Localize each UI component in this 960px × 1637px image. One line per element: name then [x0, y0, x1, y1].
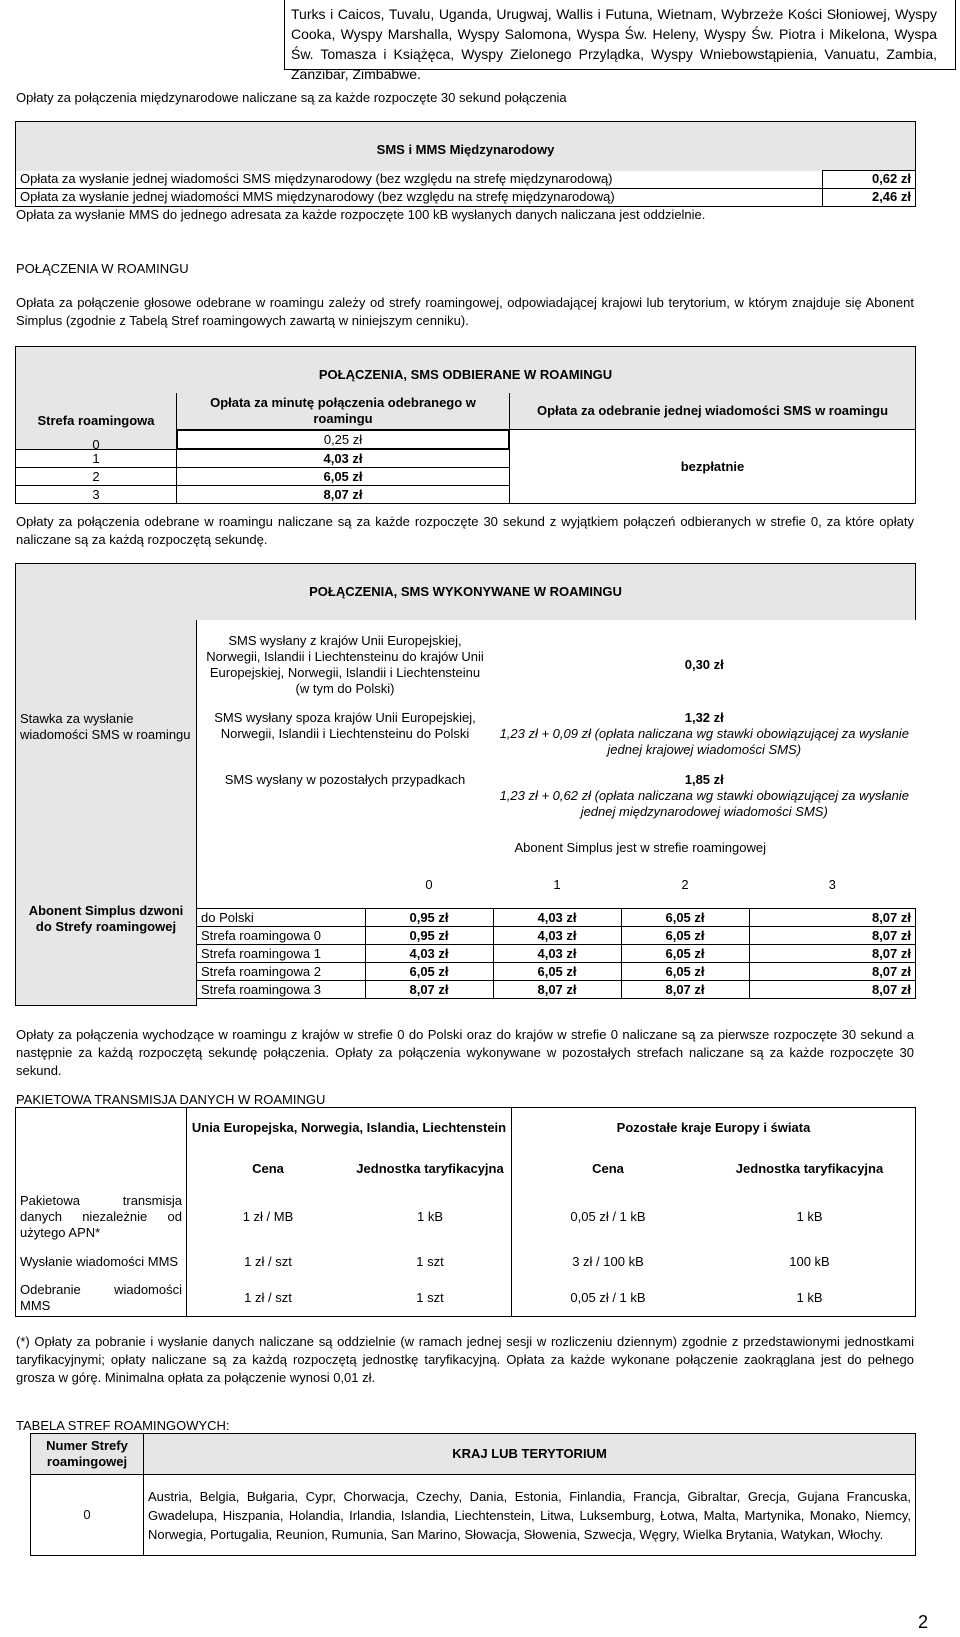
data-group1: Unia Europejska, Norwegia, Islandia, Liechtenstein	[187, 1108, 512, 1149]
data-unit: 1 kB	[796, 1290, 823, 1305]
received-col1: Strefa roamingowa	[16, 393, 177, 450]
call-price: 6,05 zł	[493, 963, 621, 981]
data-table	[15, 1107, 916, 1317]
call-dest: Strefa roamingowa 0	[197, 927, 366, 945]
outgoing-sms-desc: SMS wysłany spoza krajów Unii Europejskiej, Norwegii, Islandii i Liechtensteinu do Polski	[214, 710, 476, 741]
call-price: 8,07 zł	[365, 981, 493, 999]
zones-table	[30, 1433, 916, 1556]
top-countries-text: Turks i Caicos, Tuvalu, Uganda, Urugwaj, Wallis i Futuna, Wietnam, Wybrzeże Kości Słoniowej, Wyspy Cooka, Wyspy Marshalla, Wyspy Salomona, Wyspa Św. Heleny, Wyspy Św. Piotra i Mikelona, Wyspa Św. Tomasza i Książęca, Wyspy Zielonego Przylądka, Wyspy Wniebowstąpienia, Vanuatu, Zambia, Zanzibar, Zimbabwe.	[291, 6, 937, 82]
data-unit: 1 kB	[349, 1190, 512, 1244]
outgoing-calls-label: Abonent Simplus dzwoni do Strefy roamingowej	[16, 834, 197, 1005]
outgoing-sms-cell	[493, 772, 916, 834]
roaming-intro: Opłata za połączenie głosowe odebrane w roamingu zależy od strefy roamingowej, odpowiadającej krajowi lub terytorium, w którym znajduje się Abonent Simplus (zgodnie z Tabelą Stref roamingowych zawartą w niniejszym cenniku).	[16, 295, 914, 328]
data-unit: 1 kB	[796, 1209, 823, 1224]
zone-col-3: 3	[828, 877, 836, 892]
received-zone: 0	[92, 437, 100, 452]
zones-col1: Numer Strefy roamingowej	[31, 1434, 144, 1475]
data-price: 1 zł / szt	[244, 1254, 292, 1269]
outgoing-sms-label: Stawka za wysłanie wiadomości SMS w roamingu	[16, 620, 197, 834]
mms-note: Opłata za wysłanie MMS do jednego adresata za każde rozpoczęte 100 kB wysłanych danych naliczana jest oddzielnie.	[16, 207, 706, 222]
data-row-label: Odebranie wiadomości MMS	[16, 1280, 187, 1317]
call-price: 4,03 zł	[493, 909, 621, 927]
data-unit: 100 kB	[789, 1254, 830, 1269]
call-price: 8,07 zł	[493, 981, 621, 999]
zones-zone: 0	[31, 1475, 144, 1556]
call-dest: Strefa roamingowa 1	[197, 945, 366, 963]
sms-intl-label: Opłata za wysłanie jednej wiadomości SMS międzynarodowy (bez względu na strefę międzynarodową)	[16, 171, 823, 189]
data-row-label: Pakietowa transmisja danych niezależnie od użytego APN*	[16, 1190, 187, 1244]
call-dest: Strefa roamingowa 2	[197, 963, 366, 981]
call-dest: do Polski	[197, 909, 366, 927]
data-price-hdr: Cena	[592, 1161, 624, 1176]
zone-col-2: 2	[681, 877, 689, 892]
call-price: 8,07 zł	[749, 981, 916, 999]
data-heading: PAKIETOWA TRANSMISJA DANYCH W ROAMINGU	[16, 1092, 326, 1107]
call-price: 8,07 zł	[749, 963, 916, 981]
call-price: 6,05 zł	[621, 945, 749, 963]
outgoing-sms-price: 1,85 zł	[684, 772, 724, 787]
received-col3: Opłata za odebranie jednej wiadomości SMS w roamingu	[510, 393, 916, 430]
received-sms-price: bezpłatnie	[510, 430, 916, 504]
data-note: (*) Opłaty za pobranie i wysłanie danych naliczane są oddzielnie (w ramach jednej sesji w rozliczeniu dziennym) zgodnie z przedstawionymi jednostkami taryfikacyjnymi; opłaty naliczane są za każdą rozpoczętą jednostkę taryfikacyjną. Opłata za każde wykonane połączenie zaokrąglana jest do pełnego grosza w górę. Minimalna opłata za połączenie wynosi 0,01 zł.	[16, 1334, 914, 1385]
call-price: 8,07 zł	[749, 945, 916, 963]
zone-col-0: 0	[425, 877, 433, 892]
call-price: 6,05 zł	[621, 909, 749, 927]
outgoing-sms-desc: SMS wysłany z krajów Unii Europejskiej, Norwegii, Islandii i Liechtensteinu do krajów Unii Europejskiej, Norwegii, Islandii i Liechtensteinu (w tym do Polski)	[206, 633, 484, 696]
call-price: 4,03 zł	[493, 945, 621, 963]
received-price: 0,25 zł	[178, 431, 509, 449]
page-number: 2	[918, 1612, 929, 1632]
call-price: 0,95 zł	[365, 927, 493, 945]
outgoing-sms-desc: SMS wysłany w pozostałych przypadkach	[224, 772, 466, 787]
outgoing-note: Opłaty za połączenia wychodzące w roamingu z krajów w strefie 0 do Polski oraz do krajów w strefie 0 naliczane są za pierwsze rozpoczęte 30 sekund a następnie za każdą rozpoczętą sekundę połączenia. Opłaty za połączenia wykonywane w pozostałych strefach naliczane są za każde rozpoczęte 30 sekund.	[16, 1027, 914, 1078]
intl-note: Opłaty za połączenia międzynarodowe naliczane są za każde rozpoczęte 30 sekund połączenia	[16, 90, 567, 105]
data-price: 3 zł / 100 kB	[572, 1254, 644, 1269]
outgoing-sms-price: 1,32 zł	[684, 710, 724, 725]
zones-countries: Austria, Belgia, Bułgaria, Cypr, Chorwacja, Czechy, Dania, Estonia, Finlandia, Francja, Gibraltar, Grecja, Gujana Francuska, Gwadelupa, Hiszpania, Holandia, Irlandia, Islandia, Liechtenstein, Litwa, Luksemburg, Łotwa, Malta, Martynika, Monako, Niemcy, Norwegia, Portugalia, Reunion, Rumunia, San Marino, Słowacja, Słowenia, Szwecja, Węgry, Wielka Brytania, Watykan, Włochy.	[144, 1475, 916, 1556]
zone-col-1: 1	[553, 877, 561, 892]
data-price-hdr: Cena	[252, 1161, 284, 1176]
received-col2: Opłata za minutę połączenia odebranego w roamingu	[177, 393, 510, 430]
zones-col2: KRAJ LUB TERYTORIUM	[144, 1434, 916, 1475]
call-price: 6,05 zł	[365, 963, 493, 981]
outgoing-title: POŁĄCZENIA, SMS WYKONYWANE W ROAMINGU	[16, 564, 916, 621]
outgoing-table	[15, 563, 916, 1006]
data-group2: Pozostałe kraje Europy i świata	[616, 1120, 811, 1135]
sms-intl-title: SMS i MMS Międzynarodowy	[16, 122, 916, 171]
call-price: 4,03 zł	[493, 927, 621, 945]
outgoing-sms-cell	[493, 710, 916, 772]
received-table	[15, 346, 916, 504]
received-price: 8,07 zł	[177, 486, 510, 504]
top-countries-box	[284, 0, 956, 82]
call-price: 0,95 zł	[365, 909, 493, 927]
outgoing-sms-note: 1,23 zł + 0,62 zł (opłata naliczana wg stawki obowiązującej za wysłanie jednej międzynarodowej wiadomości SMS)	[499, 788, 909, 819]
data-price: 0,05 zł / 1 kB	[570, 1290, 646, 1305]
received-note: Opłaty za połączenia odebrane w roamingu naliczane są za każde rozpoczęte 30 sekund z wyjątkiem połączeń odbieranych w strefie 0, za które opłaty naliczane są za każdą rozpoczętą sekundę.	[16, 514, 914, 547]
roaming-heading: POŁĄCZENIA W ROAMINGU	[16, 261, 189, 276]
call-price: 8,07 zł	[749, 909, 916, 927]
mms-intl-price: 2,46 zł	[823, 188, 916, 206]
call-price: 8,07 zł	[749, 927, 916, 945]
outgoing-zone-header: Abonent Simplus jest w strefie roamingowej	[514, 840, 766, 855]
outgoing-sms-price: 0,30 zł	[684, 657, 724, 672]
sms-intl-price: 0,62 zł	[823, 171, 916, 189]
data-price: 1 zł / szt	[244, 1290, 292, 1305]
received-price: 4,03 zł	[177, 450, 510, 468]
call-price: 6,05 zł	[621, 927, 749, 945]
outgoing-sms-note: 1,23 zł + 0,09 zł (opłata naliczana wg stawki obowiązującej za wysłanie jednej krajowej wiadomości SMS)	[499, 726, 909, 757]
call-price: 4,03 zł	[365, 945, 493, 963]
call-price: 8,07 zł	[621, 981, 749, 999]
data-price: 0,05 zł / 1 kB	[570, 1209, 646, 1224]
call-price: 6,05 zł	[621, 963, 749, 981]
data-unit-hdr: Jednostka taryfikacyjna	[735, 1161, 884, 1176]
received-price: 6,05 zł	[177, 468, 510, 486]
data-unit: 1 szt	[349, 1244, 512, 1280]
data-price: 1 zł / MB	[242, 1209, 294, 1224]
call-dest: Strefa roamingowa 3	[197, 981, 366, 999]
mms-intl-label: Opłata za wysłanie jednej wiadomości MMS międzynarodowy (bez względu na strefę międzynarodową)	[16, 188, 823, 206]
received-zone: 1	[16, 450, 177, 468]
data-unit: 1 szt	[349, 1280, 512, 1317]
data-unit-hdr: Jednostka taryfikacyjna	[349, 1148, 512, 1190]
received-zone: 3	[16, 486, 177, 504]
zones-heading: TABELA STREF ROAMINGOWYCH:	[16, 1418, 230, 1433]
sms-intl-table	[15, 121, 916, 207]
received-zone: 2	[16, 468, 177, 486]
data-row-label: Wysłanie wiadomości MMS	[16, 1244, 187, 1280]
received-title: POŁĄCZENIA, SMS ODBIERANE W ROAMINGU	[16, 347, 916, 394]
